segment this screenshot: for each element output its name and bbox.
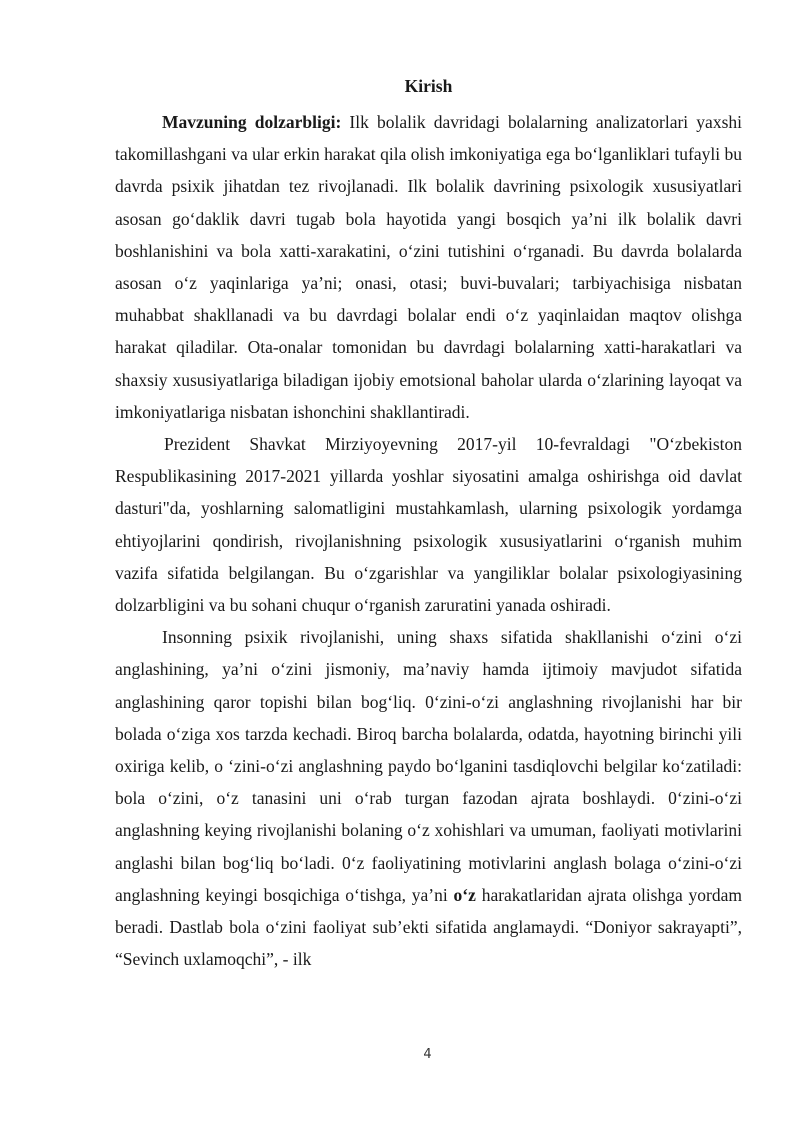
paragraph-relevance: [115, 106, 742, 428]
bold-term: o‘z: [453, 884, 476, 905]
paragraph-self-awareness-text-a: Insonning psixik rivojlanishi, uning shaxs sifatida shakllanishi o‘zini o‘zi anglashining, ya’ni o‘zini jismoniy, ma’naviy hamda ijtimoiy mavjudot sifatida anglashining qaror topishi bilan bog‘liq. 0‘zini-o‘zi anglashning rivojlanishi har bir bolada o‘ziga xos tarzda kechadi. Biroq barcha bolalarda, odatda, hayotning birinchi yili oxiriga kelib, o ‘zini-o‘zi anglashning paydo bo‘lganini tasdiqlovchi belgilar ko‘zatiladi: bola o‘zini, o‘z tanasini uni o‘rab turgan fazodan ajrata boshlaydi. 0‘zini-o‘zi anglashning keying rivojlanishi bolaning o‘z xohishlari va umuman, faoliyati motivlarini anglashi bilan bog‘liq bo‘ladi. 0‘z faoliyatining motivlarini anglash bolaga o‘zini-o‘zi anglashning keyingi bosqichiga o‘tishga, ya’ni: [115, 627, 742, 905]
paragraph-self-awareness: [115, 621, 742, 975]
page-title: Kirish: [404, 76, 453, 96]
document-page: [115, 74, 742, 975]
paragraph-president-decree: Prezident Shavkat Mirziyoyevning 2017-yil 10-fevraldagi "O‘zbekiston Respublikasining 2017-2021 yillarda yoshlar siyosatini amalga oshirishga oid davlat dasturi"da, yoshlarning salomatligini mustahkamlash, ularning psixologik yordamga ehtiyojlarini qondirish, rivojlanishning psixologik xususiyatlarini o‘rganish muhim vazifa sifatida belgilangan. Bu o‘zgarishlar va yangiliklar bolalar psixologiyasining dolzarbligini va bu sohani chuqur o‘rganish zaruratini yanada oshiradi.: [115, 434, 742, 616]
paragraph-relevance-text: Ilk bolalik davridagi bolalarning analizatorlari yaxshi takomillashgani va ular erkin harakat qila olish imkoniyatiga ega bo‘lganliklari tufayli bu davrda psixik jihatdan tez rivojlanadi. Ilk bolalik davrining psixologik xususiyatlari asosan go‘daklik davri tugab bola hayotida yangi bosqich ya’ni ilk bolalik davri boshlanishini va bola xatti-xarakatini, o‘zini tutishini o‘rganadi. Bu davrda bolalarda asosan o‘z yaqinlariga ya’ni; onasi, otasi; buvi-buvalari; tarbiyachisiga nisbatan muhabbat shakllanadi va bu davrdagi bolalar endi o‘z yaqinlaidan maqtov olishga harakat qiladilar. Ota-onalar tomonidan bu davrdagi bolalarning xatti-harakatlari va shaxsiy xususiyatlariga biladigan ijobiy emotsional baholar ularda o‘zlarining layoqat va imkoniyatlariga nisbatan ishonchini shakllantiradi.: [115, 112, 742, 422]
paragraph-self-awareness-text-b: harakatlaridan ajrata olishga yordam beradi. Dastlab bola o‘zini faoliyat sub’ekti sifatida anglamaydi. “Doniyor sakrayapti”, “Sevinch uxlamoqchi”, - ilk: [115, 884, 742, 970]
page-number: 4: [423, 1047, 432, 1062]
relevance-heading: Mavzuning dolzarbligi:: [162, 112, 342, 132]
